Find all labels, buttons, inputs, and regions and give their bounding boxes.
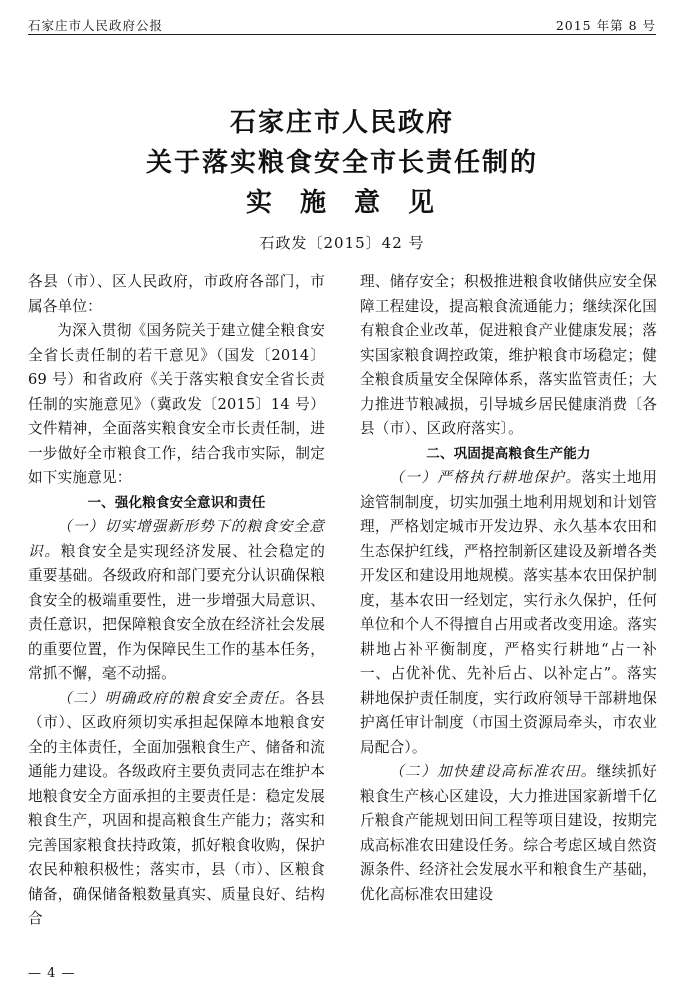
document-title-line-1: 石家庄市人民政府 — [229, 108, 454, 138]
section-1-item-1-body: 粮食安全是实现经济发展、社会稳定的重要基础。各级政府和部门要充分认识确保粮食安全的极端重要性，进一步增强大局意识、责任意识，把保障粮食安全放在经济社会发展的重要位置，作为保障民生工作的基本任务，常抓不懈，毫不动摇。 — [28, 542, 325, 682]
section-2-item-1-body: 落实土地用途管制制度，切实加强土地利用规划和计划管理，严格划定城市开发边界、永久基本农田和生态保护红线，严格控制新区建设及新增各类开发区和建设用地规模。落实基本农田保护制度，基本农田一经划定，实行永久保护，任何单位和个人不得擅自占用或者改变用途。落实耕地占补平衡制度，严格实行耕地“占一补一、占优补优、先补后占、以补定占”。落实耕地保护责任制度，实行政府领导干部耕地保护离任审计制度（市国土资源局牵头，市农业局配合）。 — [360, 469, 657, 756]
document-number: 石政发〔2015〕42 号 — [259, 234, 425, 252]
section-2-item-2-body: 继续抓好粮食生产核心区建设，大力推进国家新增千亿斤粮食产能规划田间工程等项目建设，按期完成高标准农田建设任务。综合考虑区域自然资源条件、经济社会发展水平和粮食生产基础，优化高标准农田建设 — [360, 763, 657, 903]
continued-paragraph: 理、储存安全；积极推进粮食收储供应安全保障工程建设，提高粮食流通能力；继续深化国有粮食企业改革，促进粮食产业健康发展；落实国家粮食调控政策，维护粮食市场稳定；健全粮食质量安全保障体系，落实监管责任；大力推进节粮减损，引导城乡居民健康消费〔各县（市）、区政府落实〕。 — [360, 273, 657, 437]
document-title-line-3: 实施意见 — [245, 188, 462, 218]
section-1-item-2-title: （二）明确政府的粮食安全责任。 — [57, 689, 296, 707]
section-2-item-1 — [360, 466, 657, 760]
section-1-item-1 — [28, 515, 325, 687]
publication-name: 石家庄市人民政府公报 — [28, 18, 164, 33]
section-1-item-2-body: 各县（市）、区政府须切实承担起保障本地粮食安全的主体责任，全面加强粮食生产、储备和流通能力建设。各级政府主要负责同志在维护本地粮食安全方面承担的主要责任是：稳定发展粮食生产，巩固和提高粮食生产能力；落实和完善国家粮食扶持政策，抓好粮食收购，保护农民种粮积极性；落实市，县（市）、区粮食储备，确保储备粮数量真实、质量良好、结构合 — [28, 689, 325, 927]
section-1-item-1-title: （一）切实增强新形势下的粮食安全意识。 — [28, 518, 325, 560]
section-1-heading: 一、强化粮食安全意识和责任 — [87, 494, 266, 511]
page-number: — 4 — — [28, 966, 76, 981]
section-2-heading: 二、巩固提高粮食生产能力 — [426, 445, 591, 462]
addressee: 各县（市）、区人民政府，市政府各部门，市属各单位： — [28, 273, 325, 315]
intro-paragraph: 为深入贯彻《国务院关于建立健全粮食安全省长责任制的若干意见》（国发〔2014〕69 号）和省政府《关于落实粮食安全省长责任制的实施意见》（冀政发〔2015〕14 号）文件精神，全面落实粮食安全市长责任制，进一步做好全市粮食工作，结合我市实际，制定如下实施意见： — [28, 322, 325, 486]
page-header — [28, 12, 656, 35]
section-2-item-1-title: （一）严格执行耕地保护。 — [389, 469, 582, 486]
section-2-item-2-title: （二）加快建设高标准农田。 — [389, 763, 597, 780]
section-1-item-2 — [28, 687, 325, 932]
section-2-item-2 — [360, 760, 657, 907]
right-column — [360, 270, 657, 907]
document-title-line-2: 关于落实粮食安全市长责任制的 — [145, 148, 538, 178]
issue-number: 2015 年第 8 号 — [555, 18, 656, 33]
left-column — [28, 270, 325, 932]
